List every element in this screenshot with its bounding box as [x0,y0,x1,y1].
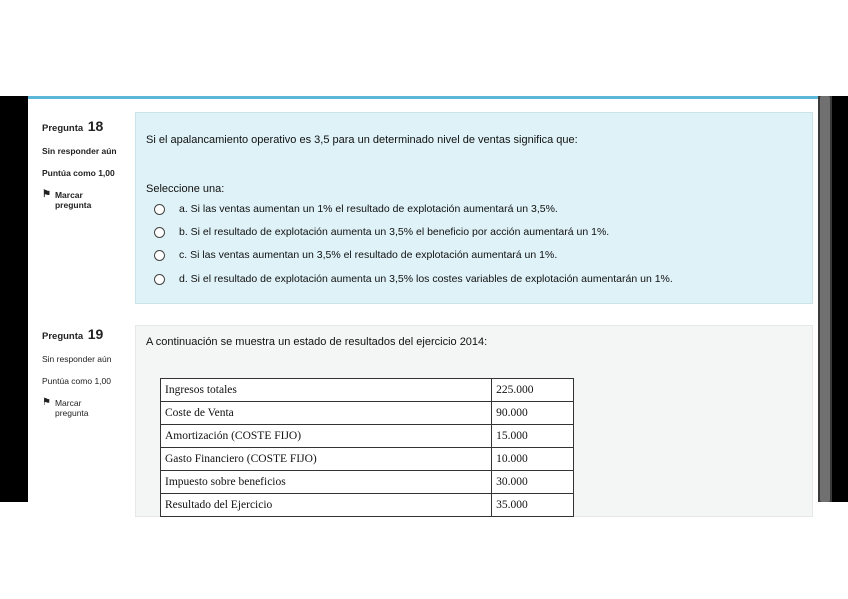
answer-option-a[interactable] [154,203,558,215]
quiz-page [28,96,818,511]
flag-label-line1: Marcar [54,190,83,200]
row-label: Gasto Financiero (COSTE FIJO) [161,448,492,471]
question-19-content [135,325,813,517]
question-score: Puntúa como 1,00 [42,168,115,178]
question-18-content [135,112,813,304]
flag-icon: ⚑ [42,189,51,200]
row-label: Ingresos totales [161,379,492,402]
row-label: Resultado del Ejercicio [161,494,492,517]
question-18-info [42,118,137,210]
row-value: 15.000 [492,425,574,448]
answer-option-d[interactable] [154,273,673,285]
flag-question-button[interactable] [42,190,137,210]
flag-icon: ⚑ [42,397,51,408]
radio-button-icon[interactable] [154,204,165,215]
row-value: 30.000 [492,471,574,494]
row-value: 90.000 [492,402,574,425]
row-value: 10.000 [492,448,574,471]
radio-button-icon[interactable] [154,227,165,238]
answer-option-label: b. Si el resultado de explotación aumenta un 3,5% el beneficio por acción aumentará un 1%. [179,226,610,238]
question-number: 19 [87,326,104,342]
scrollbar-track[interactable] [818,96,832,502]
answer-option-label: c. Si las ventas aumentan un 3,5% el resultado de explotación aumentará un 1%. [179,249,558,261]
question-19-text: A continuación se muestra un estado de resultados del ejercicio 2014: [146,336,488,348]
row-value: 35.000 [492,494,574,517]
table-row [161,379,574,402]
scrollbar-thumb[interactable] [820,96,830,502]
table-row [161,425,574,448]
row-label: Impuesto sobre beneficios [161,471,492,494]
radio-button-icon[interactable] [154,250,165,261]
question-19-heading [42,326,137,342]
row-value: 225.000 [492,379,574,402]
question-score: Puntúa como 1,00 [42,376,111,386]
row-label: Amortización (COSTE FIJO) [161,425,492,448]
question-label: Pregunta [42,123,84,134]
row-label: Coste de Venta [161,402,492,425]
income-statement-table [160,378,574,517]
question-19-info [42,326,137,418]
question-number: 18 [87,118,104,134]
answer-option-c[interactable] [154,249,557,261]
answer-option-label: d. Si el resultado de explotación aumenta un 3,5% los costes variables de explotación aumentarán un 1%. [179,273,673,285]
radio-button-icon[interactable] [154,274,165,285]
screen [0,96,848,511]
flag-question-button[interactable] [42,398,137,418]
top-rule [28,96,818,99]
table-row [161,494,574,517]
flag-label-line2: pregunta [54,200,92,210]
flag-label-line1: Marcar [54,398,82,408]
question-status: Sin responder aún [42,146,117,156]
question-label: Pregunta [42,331,84,342]
answer-option-label: a. Si las ventas aumentan un 1% el resultado de explotación aumentará un 3,5%. [179,203,558,215]
question-18-text: Si el apalancamiento operativo es 3,5 para un determinado nivel de ventas significa que: [146,134,578,146]
answer-option-b[interactable] [154,226,609,238]
flag-label-line2: pregunta [54,408,89,418]
question-status: Sin responder aún [42,354,112,364]
table-row [161,402,574,425]
table-row [161,448,574,471]
table-row [161,471,574,494]
select-one-label: Seleccione una: [146,183,225,195]
question-18-heading [42,118,137,134]
